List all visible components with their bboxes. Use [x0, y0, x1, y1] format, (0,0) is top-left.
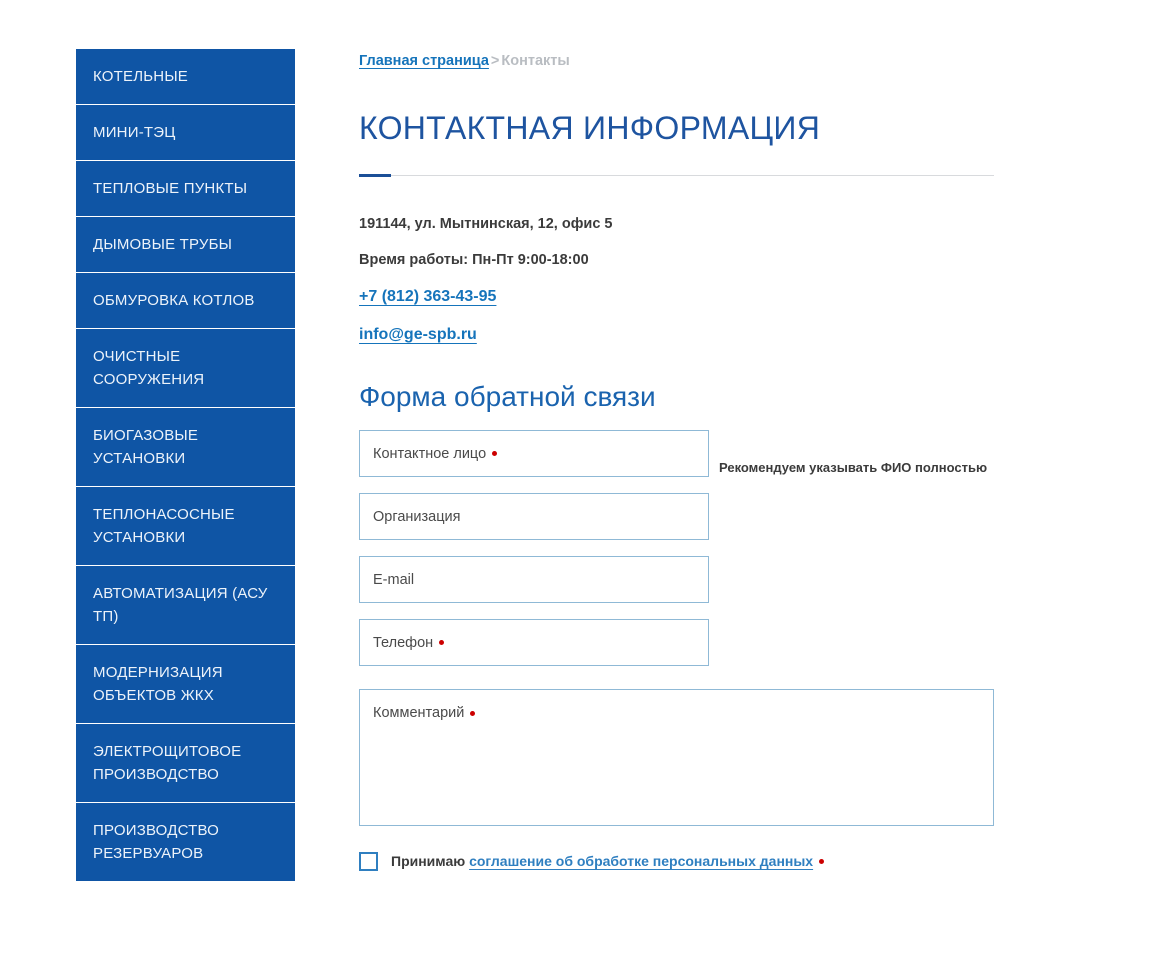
consent-agreement-link[interactable]: соглашение об обработке персональных данных	[469, 853, 814, 869]
sidebar-item-label: ОЧИСТНЫЕ СООРУЖЕНИЯ	[93, 348, 205, 388]
sidebar-item-label: ПРОИЗВОДСТВО РЕЗЕРВУАРОВ	[93, 822, 220, 862]
sidebar-item-label: ДЫМОВЫЕ ТРУБЫ	[93, 236, 233, 253]
email-field-row	[359, 556, 994, 603]
sidebar-item-obmurovka-kotlov[interactable]	[76, 273, 295, 329]
sidebar-item-ochistnye-sooruzheniya[interactable]	[76, 329, 295, 408]
sidebar-item-elektroshchitovoe[interactable]	[76, 724, 295, 803]
email-input[interactable]	[359, 556, 709, 603]
sidebar-item-label: ТЕПЛОНАСОСНЫЕ УСТАНОВКИ	[93, 506, 235, 546]
sidebar-item-teplonasosnye-ustanovki[interactable]	[76, 487, 295, 566]
sidebar-item-teplovye-punkty[interactable]	[76, 161, 295, 217]
sidebar-item-label: ЭЛЕКТРОЩИТОВОЕ ПРОИЗВОДСТВО	[93, 743, 242, 783]
consent-required-dot	[819, 859, 824, 864]
contact-person-field-row	[359, 430, 994, 477]
contact-working-hours: Время работы: Пн-Пт 9:00-18:00	[359, 252, 589, 268]
organization-field-row	[359, 493, 994, 540]
main-content	[359, 48, 994, 871]
breadcrumb-current: Контакты	[501, 53, 570, 69]
sidebar-item-dymovye-truby[interactable]	[76, 217, 295, 273]
contact-email-link[interactable]: info@ge-spb.ru	[359, 326, 477, 343]
contact-info-block	[359, 176, 994, 362]
sidebar-item-proizvodstvo-rezervuarov[interactable]	[76, 803, 295, 882]
sidebar-item-label: БИОГАЗОВЫЕ УСТАНОВКИ	[93, 427, 199, 467]
consent-prefix: Принимаю	[391, 853, 466, 869]
sidebar-item-biogazovye-ustanovki[interactable]	[76, 408, 295, 487]
sidebar-item-avtomatizaciya[interactable]	[76, 566, 295, 645]
sidebar-item-label: МОДЕРНИЗАЦИЯ ОБЪЕКТОВ ЖКХ	[93, 664, 223, 704]
sidebar-item-mini-tec[interactable]	[76, 105, 295, 161]
contact-phone-link[interactable]: +7 (812) 363-43-95	[359, 288, 497, 305]
title-divider	[359, 175, 994, 176]
comment-textarea[interactable]	[359, 689, 994, 826]
sidebar-item-label: КОТЕЛЬНЫЕ	[93, 68, 189, 85]
consent-text	[391, 852, 824, 871]
sidebar-item-label: АВТОМАТИЗАЦИЯ (АСУ ТП)	[93, 585, 268, 625]
consent-checkbox[interactable]	[359, 852, 378, 871]
sidebar-item-modernizaciya-zhkh[interactable]	[76, 645, 295, 724]
sidebar-item-kotelnye[interactable]	[76, 49, 295, 105]
sidebar-item-label: ТЕПЛОВЫЕ ПУНКТЫ	[93, 180, 248, 197]
breadcrumb-separator: >	[490, 53, 500, 69]
comment-field-row	[359, 689, 994, 831]
contact-address: 191144, ул. Мытнинская, 12, офис 5	[359, 216, 613, 232]
breadcrumb-home-link[interactable]: Главная страница	[359, 53, 489, 69]
form-heading: Форма обратной связи	[359, 381, 656, 412]
contact-person-hint: Рекомендуем указывать ФИО полностью	[719, 460, 988, 475]
feedback-form	[359, 414, 994, 871]
contact-person-input[interactable]	[359, 430, 709, 477]
organization-input[interactable]	[359, 493, 709, 540]
phone-input[interactable]	[359, 619, 709, 666]
page-title: КОНТАКТНАЯ ИНФОРМАЦИЯ	[359, 110, 821, 146]
phone-field-row	[359, 619, 994, 666]
sidebar-item-label: МИНИ-ТЭЦ	[93, 124, 176, 141]
form-fields-container	[359, 430, 994, 666]
sidebar-item-label: ОБМУРОВКА КОТЛОВ	[93, 292, 255, 309]
breadcrumb	[359, 48, 994, 71]
consent-row	[359, 831, 994, 871]
sidebar-navigation	[76, 48, 295, 882]
